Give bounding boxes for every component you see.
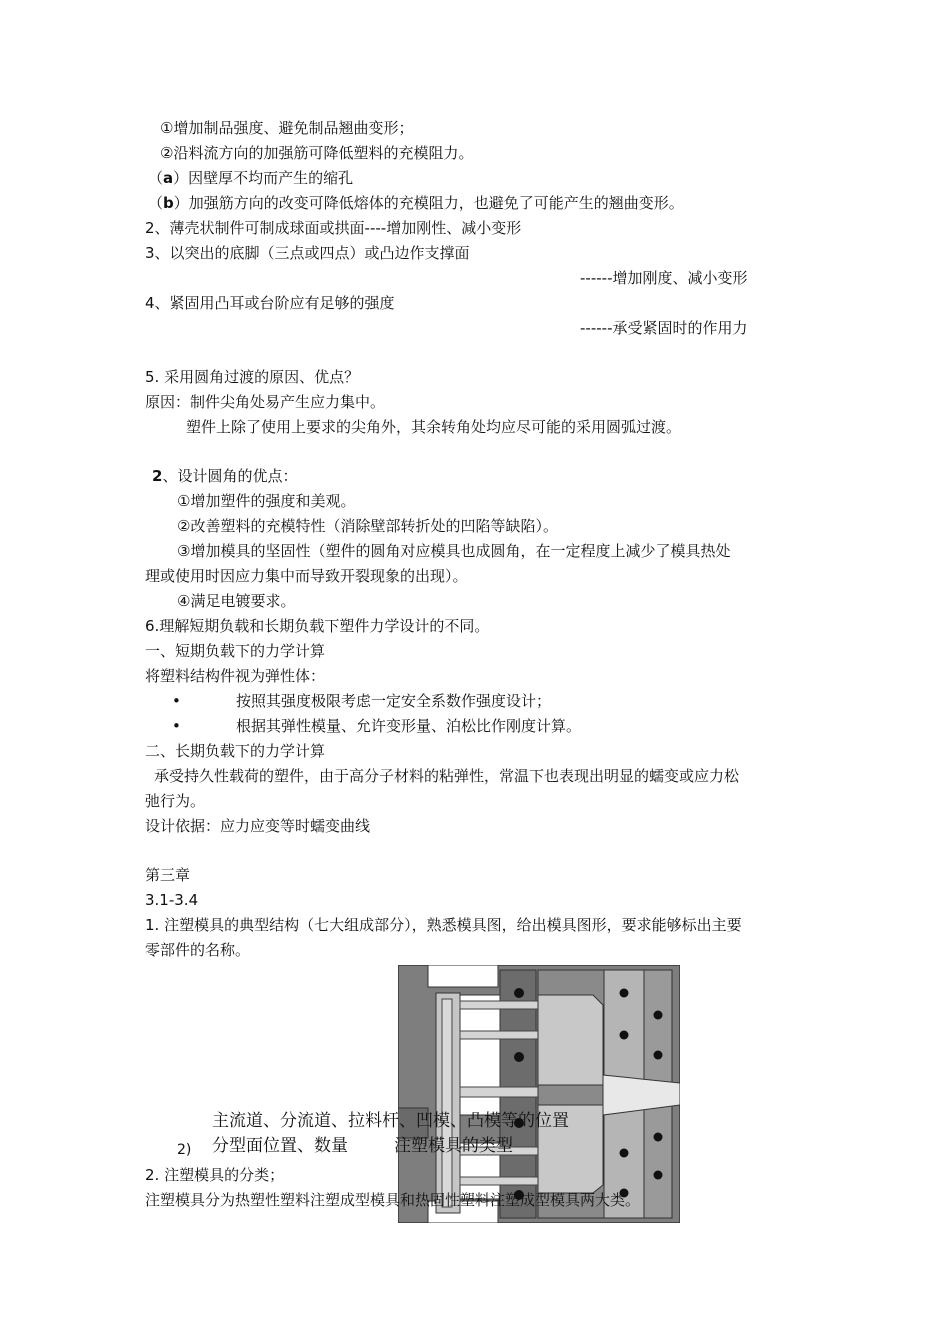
text-line: 3.1-3.4 xyxy=(145,891,199,909)
text-line: （b）加强筋方向的改变可降低熔体的充模阻力，也避免了可能产生的翘曲变形。 xyxy=(148,194,684,212)
text-line: 弛行为。 xyxy=(145,792,206,810)
text-line: 3、以突出的底脚（三点或四点）或凸边作支撑面 xyxy=(145,244,470,262)
text-line: 设计依据：应力应变等时蠕变曲线 xyxy=(145,817,371,835)
mark-b: b xyxy=(163,194,174,212)
text-line: ②改善塑料的充模特性（消除壁部转折处的凹陷等缺陷）。 xyxy=(177,517,558,535)
mold-diagram xyxy=(398,965,680,1223)
section-heading: 6.理解短期负载和长期负载下塑件力学设计的不同。 xyxy=(145,617,490,635)
text-line: 4、紧固用凸耳或台阶应有足够的强度 xyxy=(145,294,395,312)
diagram-overlay-text: 分型面位置、数量 xyxy=(212,1136,348,1156)
bullet-icon: • xyxy=(172,692,181,710)
diagram-overlay-text: 主流道、分流道、拉料杆、凹模、凸模等的位置 xyxy=(212,1111,569,1131)
text-line: 承受持久性载荷的塑件，由于高分子材料的粘弹性，常温下也表现出明显的蠕变或应力松 xyxy=(154,767,740,785)
chapter-heading: 第三章 xyxy=(145,866,191,884)
text-line: 注塑模具分为热塑性塑料注塑成型模具和热固性塑料注塑成型模具两大类。 xyxy=(145,1191,641,1209)
text-line: 一、短期负载下的力学计算 xyxy=(145,642,326,660)
text-line: 零部件的名称。 xyxy=(145,941,251,959)
text-line: 2. 注塑模具的分类； xyxy=(145,1166,285,1184)
section-heading: 5. 采用圆角过渡的原因、优点？ xyxy=(145,368,360,386)
text-line: 2、设计圆角的优点： xyxy=(152,467,298,485)
text-line: ------增加刚度、减小变形 xyxy=(580,269,748,287)
text-line: 根据其弹性模量、允许变形量、泊松比作刚度计算。 xyxy=(236,717,582,735)
text-line: 将塑料结构件视为弹性体： xyxy=(145,667,326,685)
text-line: 二、长期负载下的力学计算 xyxy=(145,742,326,760)
text-line: ①增加制品强度、避免制品翘曲变形； xyxy=(160,119,414,137)
text-line: ②沿料流方向的加强筋可降低塑料的充模阻力。 xyxy=(160,144,474,162)
mark-a: a xyxy=(163,169,174,187)
text-line: 塑件上除了使用上要求的尖角外，其余转角处均应尽可能的采用圆弧过渡。 xyxy=(186,418,682,436)
text-line: 按照其强度极限考虑一定安全系数作强度设计； xyxy=(236,692,552,710)
text-line: 1. 注塑模具的典型结构（七大组成部分），熟悉模具图，给出模具图形，要求能够标出主要 xyxy=(145,916,742,934)
text-line: （a）因壁厚不均而产生的缩孔 xyxy=(148,169,354,187)
list-number: 2) xyxy=(177,1142,192,1158)
text-line: 理或使用时因应力集中而导致开裂现象的出现）。 xyxy=(145,567,468,585)
text-line: 2、薄壳状制件可制成球面或拱面----增加刚性、减小变形 xyxy=(145,219,522,237)
diagram-overlay-text: 注塑模具的类型 xyxy=(394,1136,513,1156)
text-line: ①增加塑件的强度和美观。 xyxy=(177,492,356,510)
text-line: ④满足电镀要求。 xyxy=(177,592,296,610)
text-line: 原因：制件尖角处易产生应力集中。 xyxy=(145,393,386,411)
text-line: ------承受紧固时的作用力 xyxy=(580,319,748,337)
bullet-icon: • xyxy=(172,717,181,735)
text-line: ③增加模具的坚固性（塑件的圆角对应模具也成圆角，在一定程度上减少了模具热处 xyxy=(177,542,731,560)
